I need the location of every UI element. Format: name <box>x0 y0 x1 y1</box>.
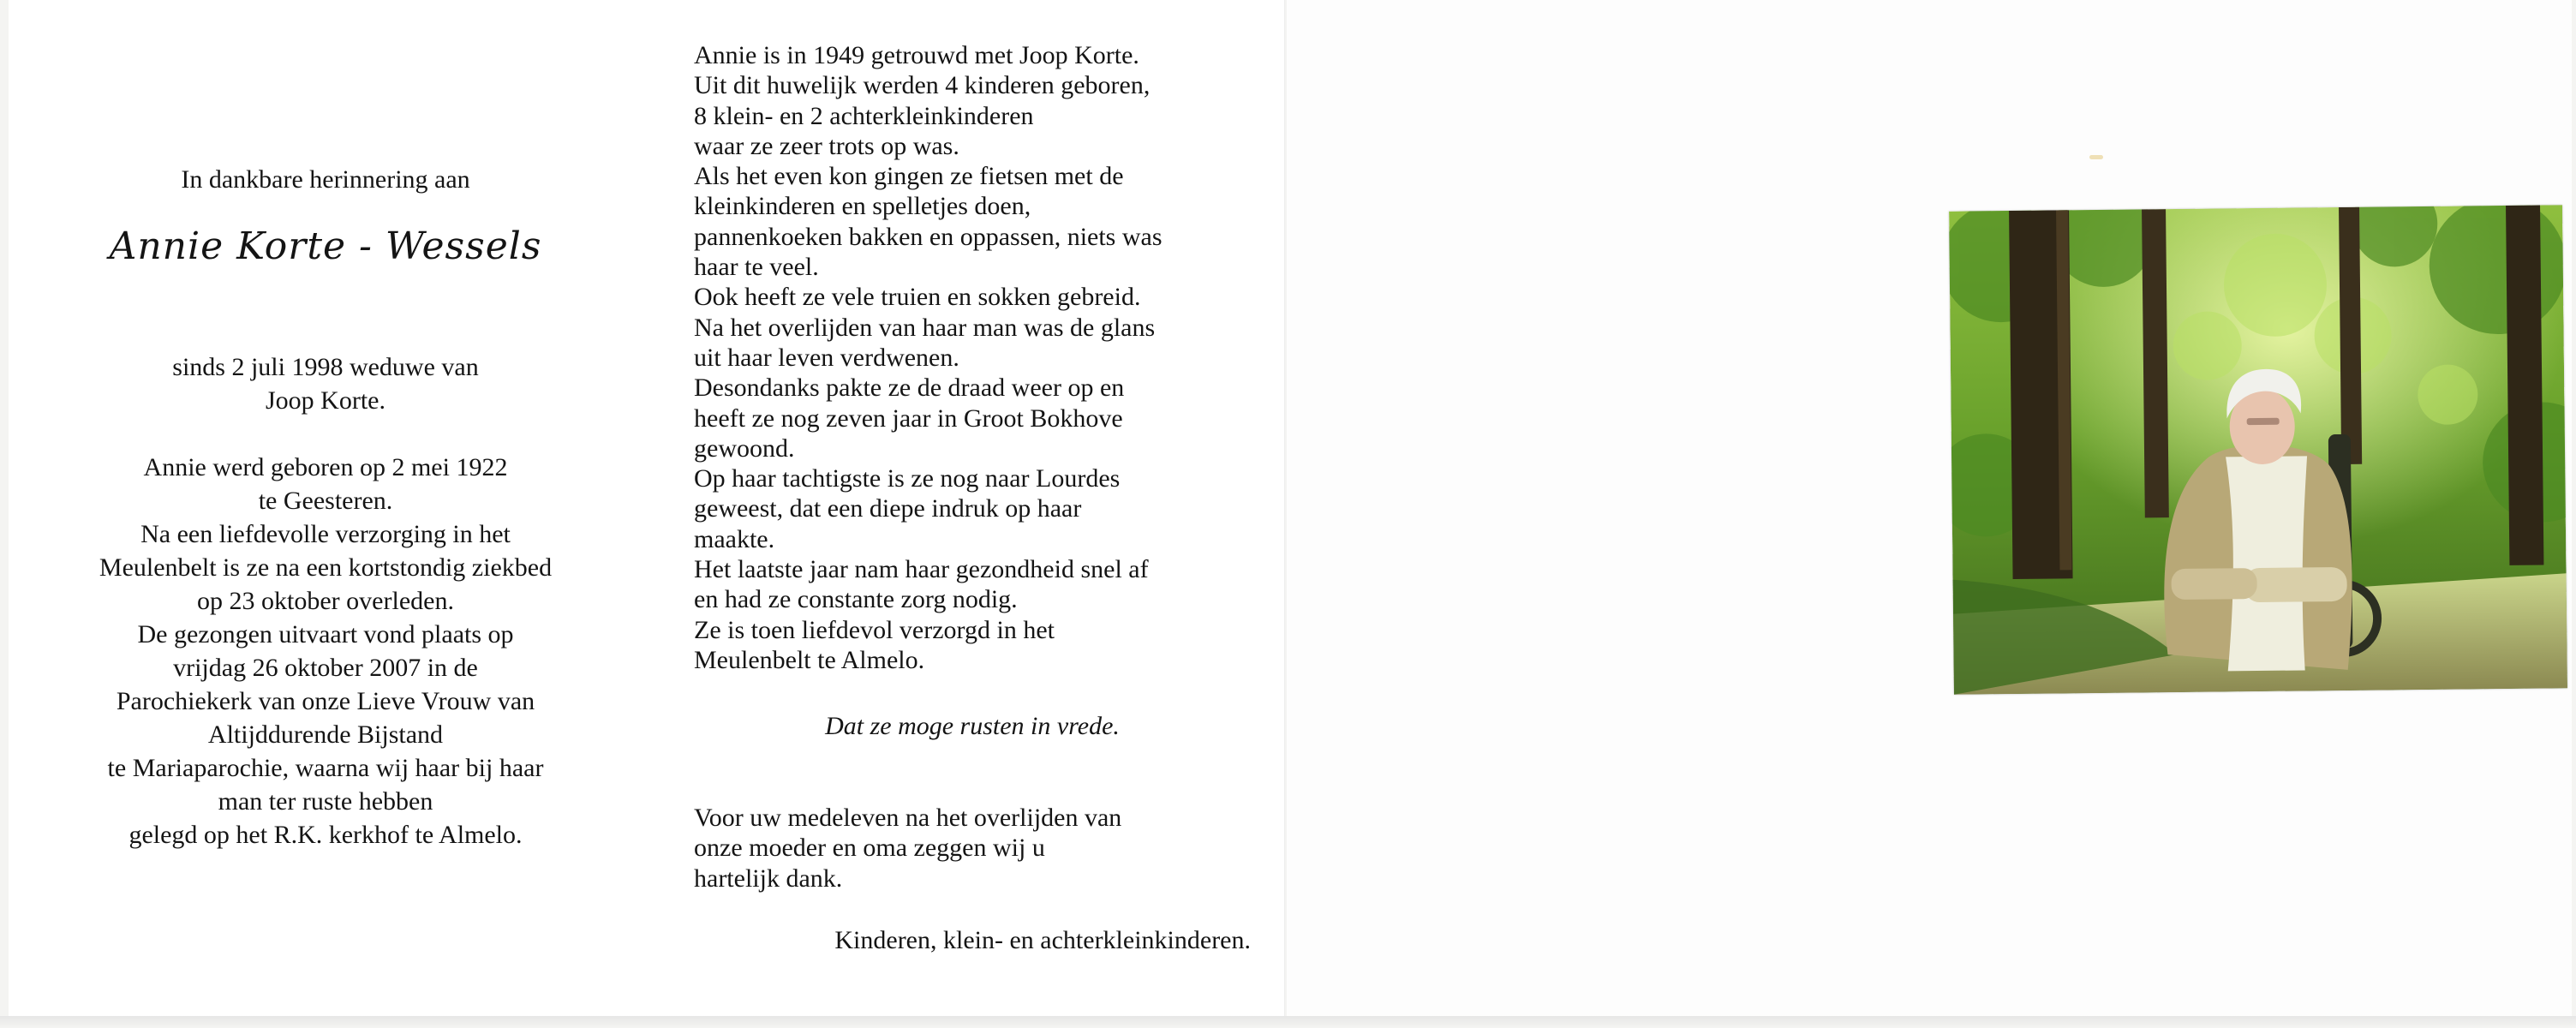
story-line: Desondanks pakte ze de draad weer op en <box>694 374 1125 403</box>
story-line: Uit dit huwelijk werden 4 kinderen geboren, <box>694 71 1151 100</box>
bio-line: Na een liefdevolle verzorging in het <box>140 520 511 548</box>
scan-edge-shadow <box>0 1016 2576 1028</box>
portrait-photo <box>1949 205 2567 694</box>
biography <box>34 451 617 852</box>
story-line: 8 klein- en 2 achterkleinkinderen <box>694 101 1034 130</box>
bio-line: De gezongen uitvaart vond plaats op <box>137 620 514 648</box>
story-line: kleinkinderen en spelletjes doen, <box>694 192 1031 221</box>
bio-line: te Geesteren. <box>258 487 393 515</box>
story-line: maakte. <box>694 524 775 553</box>
story-line: heeft ze nog zeven jaar in Groot Bokhove <box>694 403 1123 433</box>
story-line: haar te veel. <box>694 253 819 282</box>
widow-line: Joop Korte. <box>266 386 386 415</box>
story-line: Ook heeft ze vele truien en sokken gebreid. <box>694 283 1141 312</box>
story-line: Als het even kon gingen ze fietsen met de <box>694 162 1124 191</box>
story-line: Op haar tachtigste is ze nog naar Lourdes <box>694 464 1121 493</box>
deceased-name: Annie Korte - Wessels <box>109 224 542 268</box>
story-line: gewoond. <box>694 433 795 463</box>
story-line: Ze is toen liefdevol verzorgd in het <box>694 615 1055 644</box>
story-line: Annie is in 1949 getrouwd met Joop Korte. <box>694 41 1139 69</box>
story-line: Na het overlijden van haar man was de glans <box>694 313 1156 342</box>
bio-line: te Mariaparochie, waarna wij haar bij haar <box>107 754 544 782</box>
card-inner-page <box>9 0 1285 1019</box>
story-line: Het laatste jaar nam haar gezondheid snel af <box>694 555 1149 584</box>
bio-line: op 23 oktober overleden. <box>197 587 454 615</box>
story-line: waar ze zeer trots op was. <box>694 131 959 160</box>
thanks-line: onze moeder en oma zeggen wij u <box>694 834 1045 863</box>
motto: Dat ze moge rusten in vrede. <box>825 712 1120 740</box>
story-line: Meulenbelt te Almelo. <box>694 645 925 674</box>
widow-note <box>34 350 617 417</box>
story-line: geweest, dat een diepe indruk op haar <box>694 494 1082 523</box>
bio-line: Altijddurende Bijstand <box>207 720 444 749</box>
bio-line: Annie werd geboren op 2 mei 1922 <box>143 453 508 481</box>
story-line: pannenkoeken bakken en oppassen, niets was <box>694 222 1162 251</box>
thank-you-note <box>694 803 1121 894</box>
paper-speck <box>2089 155 2103 159</box>
bio-line: vrijdag 26 oktober 2007 in de <box>173 654 478 682</box>
thanks-line: Voor uw medeleven na het overlijden van <box>694 804 1122 832</box>
bio-line: Parochiekerk van onze Lieve Vrouw van <box>116 687 535 715</box>
bio-line: man ter ruste hebben <box>218 787 433 816</box>
signature: Kinderen, klein- en achterkleinkinderen. <box>834 926 1251 954</box>
story-line: uit haar leven verdwenen. <box>694 343 959 372</box>
story-line: en had ze constante zorg nodig. <box>694 585 1018 614</box>
thanks-line: hartelijk dank. <box>694 864 843 893</box>
bio-line: gelegd op het R.K. kerkhof te Almelo. <box>129 821 523 849</box>
card-photo-page <box>1287 0 2572 1019</box>
bio-line: Meulenbelt is ze na een kortstondig ziekbed <box>99 553 553 582</box>
life-story <box>694 40 1162 675</box>
intro-text: In dankbare herinnering aan <box>181 165 470 194</box>
widow-line: sinds 2 juli 1998 weduwe van <box>172 353 479 381</box>
